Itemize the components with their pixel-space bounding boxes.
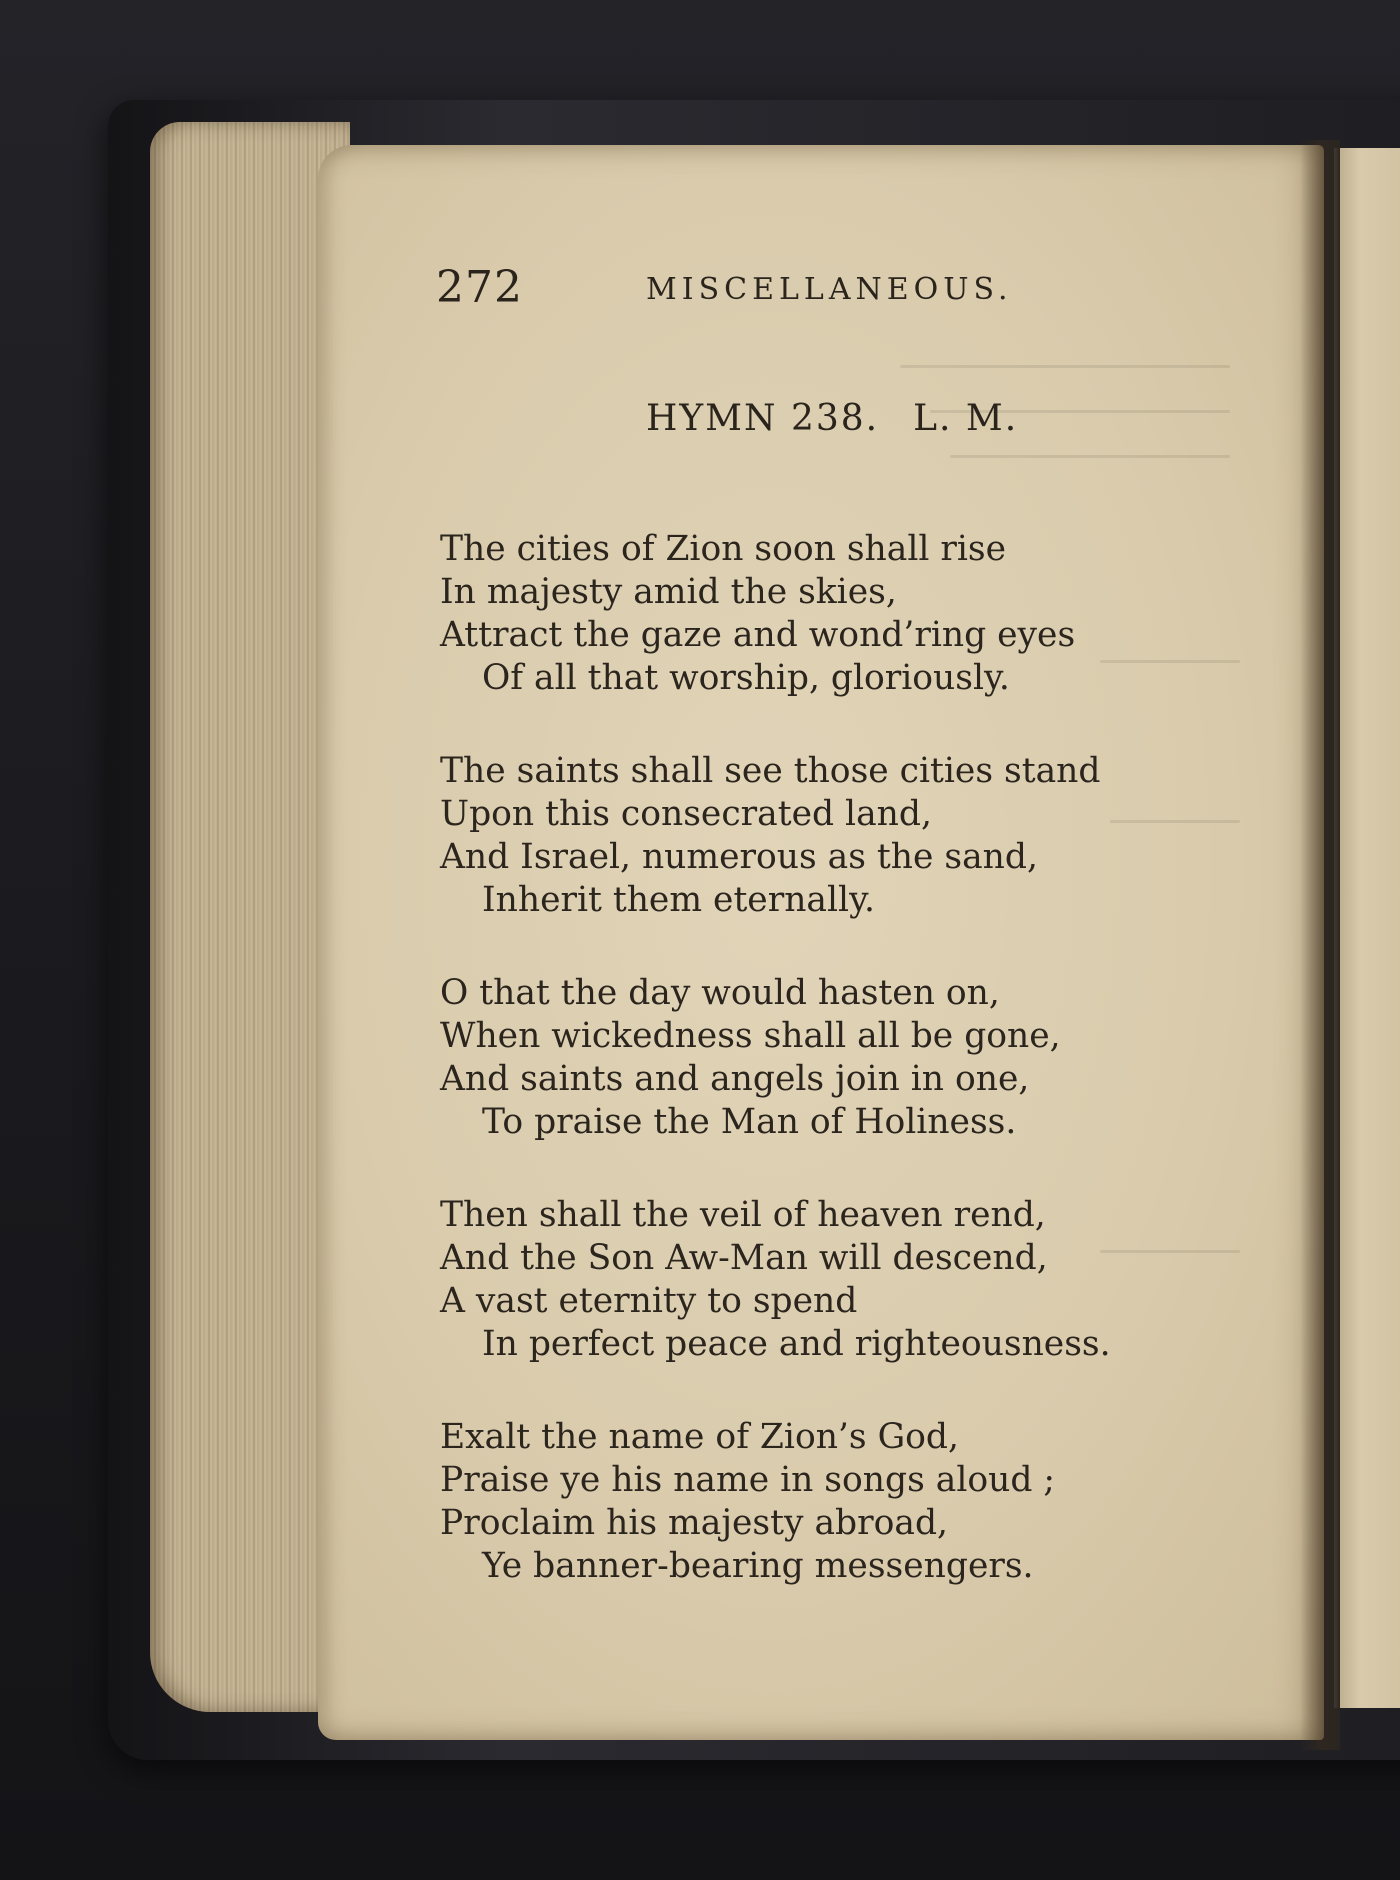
verse-line: And the Son Aw-Man will descend, xyxy=(440,1238,1048,1278)
verse-line: Attract the gaze and wond’ring eyes xyxy=(440,615,1076,655)
stanza-5 xyxy=(440,1416,1055,1588)
verse-line: The cities of Zion soon shall rise xyxy=(440,529,1007,569)
verse-line: In perfect peace and righteousness. xyxy=(482,1324,1111,1364)
verse-line: And saints and angels join in one, xyxy=(440,1059,1030,1099)
verse-line: Then shall the veil of heaven rend, xyxy=(440,1195,1046,1235)
hymn-meter: L. M. xyxy=(913,398,1019,439)
show-through-mark xyxy=(1110,820,1240,823)
running-head: MISCELLANEOUS. xyxy=(646,272,1013,307)
verse-line: Upon this consecrated land, xyxy=(440,794,932,834)
right-page-edge xyxy=(1334,148,1400,1708)
verse-line: Inherit them eternally. xyxy=(482,880,875,920)
stanza-3 xyxy=(440,972,1061,1144)
verse-line: Exalt the name of Zion’s God, xyxy=(440,1417,959,1457)
page-number: 272 xyxy=(436,262,523,313)
stanza-1 xyxy=(440,528,1075,700)
show-through-mark xyxy=(1100,660,1240,663)
verse-line: To praise the Man of Holiness. xyxy=(482,1102,1017,1142)
verse-line: Praise ye his name in songs aloud ; xyxy=(440,1460,1056,1500)
verse-line: A vast eternity to spend xyxy=(440,1281,858,1321)
verse-line: In majesty amid the skies, xyxy=(440,572,897,612)
verse-line: The saints shall see those cities stand xyxy=(440,751,1101,791)
show-through-mark xyxy=(900,365,1230,368)
verse-line: Ye banner-bearing messengers. xyxy=(482,1546,1034,1586)
show-through-mark xyxy=(1100,1250,1240,1253)
verse-line: And Israel, numerous as the sand, xyxy=(440,837,1038,877)
verse-line: When wickedness shall all be gone, xyxy=(440,1016,1061,1056)
show-through-mark xyxy=(950,455,1230,458)
book-gutter xyxy=(1300,140,1340,1750)
stanza-4 xyxy=(440,1194,1111,1366)
verse-line: Proclaim his majesty abroad, xyxy=(440,1503,948,1543)
verse-line: Of all that worship, gloriously. xyxy=(482,658,1010,698)
stanza-2 xyxy=(440,750,1100,922)
hymn-title xyxy=(646,398,1018,439)
verse-line: O that the day would hasten on, xyxy=(440,973,1000,1013)
hymn-number: HYMN 238. xyxy=(646,398,880,439)
